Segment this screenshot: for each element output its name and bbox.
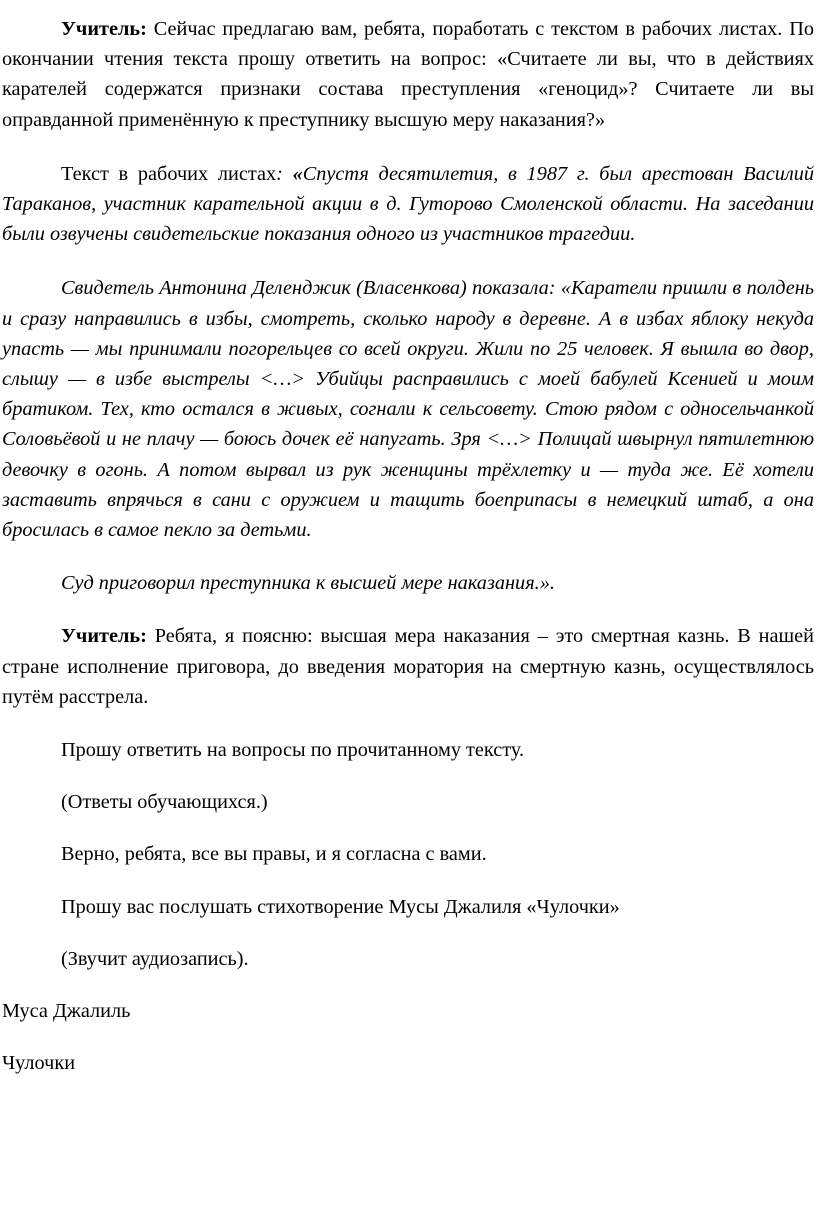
worksheet-colon: : xyxy=(276,162,283,185)
paragraph-text: Ребята, я поясню: высшая мера наказания – это смертная казнь. В нашей стране исполнение приговора, до введения моратория на смертную казнь, осуществлялось путём расстрела. xyxy=(2,625,814,708)
witness-testimony-paragraph: Свидетель Антонина Деленджик (Власенкова) показала: «Каратели пришли в полдень и сразу направились в избы, смотреть, сколько народу в деревне. А в избах яблоку некуда упасть — мы принимали погорельцев со всей округи. Жили по 25 человек. Я вышла во двор, слышу — в избе выстрелы <…> Убийцы расправились с моей бабулей Ксенией и моим братиком. Тех, кто остался в живых, согнали к сельсовету. Стою рядом с односельчанкой Соловьёвой и не плачу — боюсь дочек её напугать. Зря <…> Полицай швырнул пятилетнюю девочку в огонь. А потом вырвал из рук женщины трёхлетку и — туда же. Её хотели заставить впрячься в сани с оружием и тащить боеприпасы в немецкий штаб, а она бросилась в самое пекло за детьми. xyxy=(2,277,814,542)
worksheet-text: Спустя десятилетия, в 1987 г. был арестован Василий Тараканов, участник карательной акции в д. Гуторово Смоленской области. На заседании были озвучены свидетельские показания одного из участников трагедии. xyxy=(2,162,815,246)
speaker-label: Учитель: xyxy=(61,18,147,40)
court-verdict-paragraph: Суд приговорил преступника к высшей мере наказания.». xyxy=(61,572,555,595)
audio-note: (Звучит аудиозапись). xyxy=(61,947,249,970)
paragraph-text: Сейчас предлагаю вам, ребята, поработать с текстом в рабочих листах. По окончании чтения текста прошу ответить на вопрос: «Считаете ли вы, что в действиях карателей содержатся признаки состава преступления «геноцид»? Считаете ли вы оправданной применённую к преступнику высшую меру наказания?» xyxy=(2,18,814,131)
poem-introduction: Прошу вас послушать стихотворение Мусы Джалиля «Чулочки» xyxy=(61,895,620,918)
teacher-agreement: Верно, ребята, все вы правы, и я согласна с вами. xyxy=(61,843,487,866)
questions-request: Прошу ответить на вопросы по прочитанному тексту. xyxy=(61,739,525,762)
worksheet-quote-mark: « xyxy=(282,162,303,185)
students-answers-note: (Ответы обучающихся.) xyxy=(61,791,268,814)
poem-title: Чулочки xyxy=(2,1052,76,1075)
teacher-explanation-paragraph xyxy=(2,621,814,712)
worksheet-text-paragraph xyxy=(2,159,814,250)
worksheet-lead: Текст в рабочих листах xyxy=(61,162,277,185)
teacher-intro-paragraph xyxy=(2,14,814,135)
poem-author: Муса Джалиль xyxy=(2,1000,131,1023)
speaker-label: Учитель: xyxy=(61,625,147,648)
